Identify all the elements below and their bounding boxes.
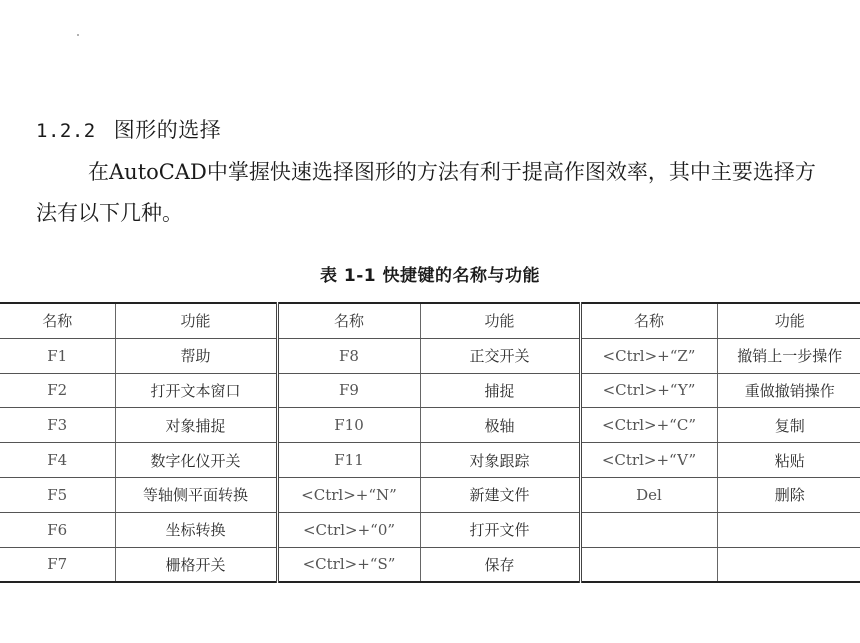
table-cell: <Ctrl>+“0”: [277, 512, 420, 547]
table-caption: 表 1-1 快捷键的名称与功能: [319, 266, 541, 286]
table-cell: <Ctrl>+“S”: [277, 547, 420, 582]
header-function-2: 功能: [420, 303, 580, 338]
table-cell: 打开文本窗口: [115, 373, 277, 408]
table-cell: [717, 512, 860, 547]
table-cell: <Ctrl>+“Z”: [580, 338, 717, 373]
table-cell: F8: [277, 338, 420, 373]
table-cell: F5: [0, 477, 115, 512]
table-cell: F10: [277, 408, 420, 443]
section-number: 1.2.2: [36, 120, 96, 142]
table-cell: 撤销上一步操作: [717, 338, 860, 373]
table-cell: 极轴: [420, 408, 580, 443]
table-row: [0, 477, 860, 512]
section-title: 图形的选择: [113, 118, 222, 142]
table-row: [0, 338, 860, 373]
body-paragraph: 在AutoCAD中掌握快速选择图形的方法有利于提高作图效率，其中主要选择方法有以下几种。: [36, 160, 816, 225]
table-cell: 对象跟踪: [420, 443, 580, 478]
table-cell: 数字化仪开关: [115, 443, 277, 478]
table-cell: <Ctrl>+“N”: [277, 477, 420, 512]
table-cell: 坐标转换: [115, 512, 277, 547]
table-cell: [580, 547, 717, 582]
header-function-3: 功能: [717, 303, 860, 338]
table-cell: 删除: [717, 477, 860, 512]
table-cell: F4: [0, 443, 115, 478]
table-cell: [717, 547, 860, 582]
table-cell: F2: [0, 373, 115, 408]
table-header-row: [0, 303, 860, 338]
table-cell: F1: [0, 338, 115, 373]
table-cell: 新建文件: [420, 477, 580, 512]
table-cell: F11: [277, 443, 420, 478]
table-cell: 打开文件: [420, 512, 580, 547]
table-row: [0, 443, 860, 478]
table-row: [0, 373, 860, 408]
table-cell: <Ctrl>+“C”: [580, 408, 717, 443]
table-cell: <Ctrl>+“V”: [580, 443, 717, 478]
table-cell: 帮助: [115, 338, 277, 373]
section-heading: [36, 114, 221, 144]
header-name-1: 名称: [0, 303, 115, 338]
table-cell: 正交开关: [420, 338, 580, 373]
table-cell: F9: [277, 373, 420, 408]
table-row: [0, 512, 860, 547]
table-cell: 对象捕捉: [115, 408, 277, 443]
header-name-3: 名称: [580, 303, 717, 338]
table-cell: <Ctrl>+“Y”: [580, 373, 717, 408]
table-cell: F6: [0, 512, 115, 547]
table-cell: 栅格开关: [115, 547, 277, 582]
header-name-2: 名称: [277, 303, 420, 338]
table-cell: [580, 512, 717, 547]
table-cell: 等轴侧平面转换: [115, 477, 277, 512]
table-cell: Del: [580, 477, 717, 512]
table-cell: 粘贴: [717, 443, 860, 478]
table-cell: 保存: [420, 547, 580, 582]
shortcut-table: [0, 302, 860, 583]
table-cell: F3: [0, 408, 115, 443]
bullet-dot: [77, 34, 79, 36]
table-cell: 捕捉: [420, 373, 580, 408]
table-cell: 复制: [717, 408, 860, 443]
table-row: [0, 408, 860, 443]
table-row: [0, 547, 860, 582]
header-function-1: 功能: [115, 303, 277, 338]
table-cell: F7: [0, 547, 115, 582]
table-cell: 重做撤销操作: [717, 373, 860, 408]
